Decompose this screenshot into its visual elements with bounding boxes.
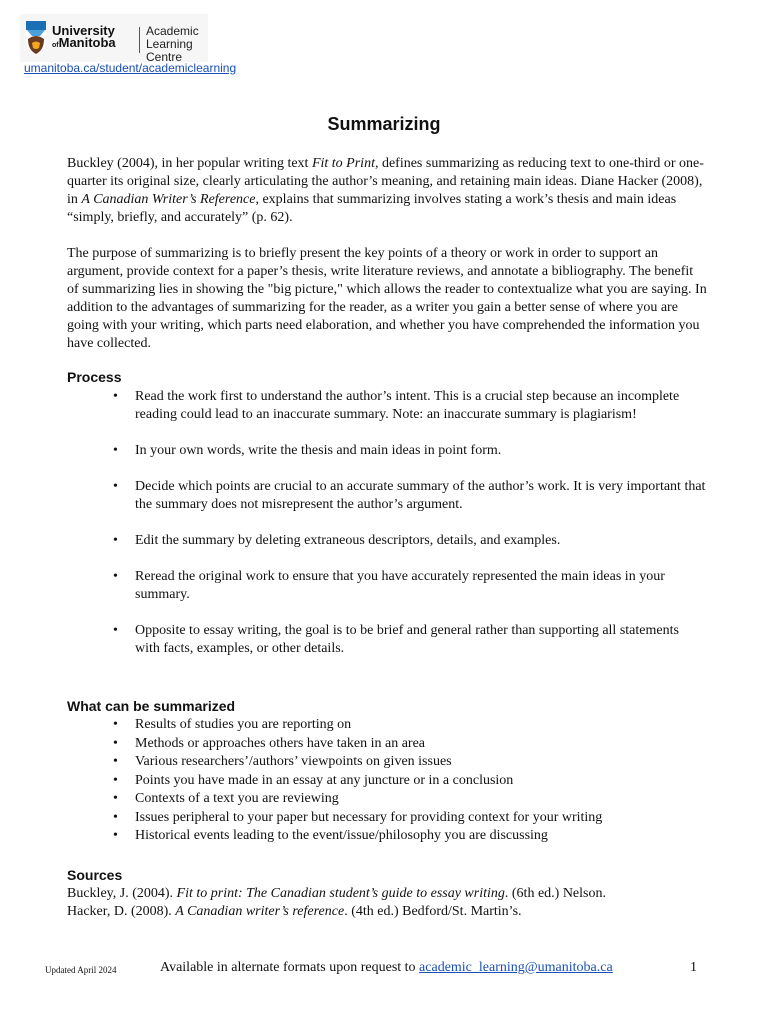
list-item: [67, 809, 707, 827]
bullet-icon: •: [113, 809, 118, 825]
list-item-text: Issues peripheral to your paper but necessary for providing context for your writing: [135, 809, 603, 825]
what-can-be-summarized-heading: What can be summarized: [67, 698, 236, 714]
intro-p1-text-a: Buckley (2004), in her popular writing text: [67, 156, 312, 171]
university-logo: [20, 14, 208, 62]
list-item: [67, 532, 707, 550]
list-item: [67, 827, 707, 845]
source-2-author: Hacker, D. (2008).: [67, 904, 176, 919]
list-item-text: Decide which points are crucial to an accurate summary of the author’s work. It is very important that the summary does not misrepresent the author’s argument.: [135, 479, 706, 512]
list-item-text: Read the work first to understand the author’s intent. This is a crucial step because an incomplete reading could lead to an inaccurate summary. Note: an inaccurate summary is plagiarism!: [135, 389, 680, 422]
list-item-text: Historical events leading to the event/issue/philosophy you are discussing: [135, 828, 548, 843]
bullet-icon: •: [113, 389, 118, 404]
footer: [0, 958, 768, 982]
updated-date: Updated April 2024: [45, 965, 117, 975]
source-1-author: Buckley, J. (2004).: [67, 886, 177, 901]
what-list: [67, 716, 707, 846]
list-item-text: Results of studies you are reporting on: [135, 717, 352, 732]
university-name: [52, 25, 116, 52]
source-2-title: A Canadian writer’s reference: [175, 904, 345, 919]
bullet-icon: •: [113, 754, 118, 769]
alternate-formats-text: Available in alternate formats upon request to: [160, 960, 420, 975]
page-number: 1: [690, 960, 697, 975]
bullet-icon: •: [113, 772, 118, 788]
intro-p1-title-canadian-ref: A Canadian Writer’s Reference: [81, 192, 256, 207]
list-item-text: Edit the summary by deleting extraneous descriptors, details, and examples.: [135, 533, 561, 548]
list-item-text: Contexts of a text you are reviewing: [135, 791, 339, 806]
email-link[interactable]: academic_learning@umanitoba.ca: [419, 960, 613, 975]
dept-line-2: Learning Centre: [146, 37, 193, 64]
source-2-publisher: . (4th ed.) Bedford/St. Martin’s.: [344, 904, 522, 919]
website-link[interactable]: umanitoba.ca/student/academiclearning: [24, 61, 237, 75]
list-item-text: Points you have made in an essay at any juncture or in a conclusion: [135, 772, 514, 788]
logo-of: of: [52, 42, 59, 49]
list-item-text: Reread the original work to ensure that you have accurately represented the main ideas in your summary.: [135, 569, 665, 602]
intro-p1-text-b: , defines summarizing as reducing text to one-third or one-quarter its original size, clearly articulating the author’s meaning, and retaining main ideas. Diane Hacker (2008), in: [67, 156, 704, 207]
alternate-formats-note: [160, 960, 613, 976]
dept-line-1: Academic: [146, 24, 199, 38]
list-item: [67, 568, 707, 604]
list-item: [67, 753, 707, 771]
logo-divider: [139, 27, 140, 53]
source-1-title: Fit to print: The Canadian student’s guide to essay writing: [176, 886, 505, 901]
sources-heading: Sources: [67, 867, 123, 883]
list-item-text: Various researchers’/authors’ viewpoints on given issues: [135, 754, 452, 769]
list-item: [67, 735, 707, 753]
list-item: [67, 478, 707, 514]
bullet-icon: •: [113, 735, 118, 751]
list-item: [67, 388, 707, 424]
list-item: [67, 442, 707, 460]
list-item-text: Methods or approaches others have taken in an area: [135, 735, 425, 751]
list-item: [67, 716, 707, 734]
page-title: Summarizing: [327, 114, 441, 134]
um-shield-icon: [24, 19, 48, 57]
bullet-icon: •: [113, 828, 118, 843]
logo-line-manitoba: Manitoba: [58, 35, 116, 50]
bullet-icon: •: [113, 717, 118, 732]
list-item-text: In your own words, write the thesis and main ideas in point form.: [135, 443, 502, 458]
process-heading: Process: [67, 369, 122, 385]
bullet-icon: •: [113, 443, 118, 458]
intro-paragraph-1: [67, 155, 707, 227]
intro-p1-title-fit-to-print: Fit to Print: [311, 156, 375, 171]
bullet-icon: •: [113, 533, 118, 548]
sources-list: [67, 885, 707, 921]
list-item: [67, 772, 707, 790]
list-item: [67, 622, 707, 658]
list-item: [67, 790, 707, 808]
department-name: [146, 25, 208, 64]
logo-line-university: University: [52, 23, 115, 38]
bullet-icon: •: [113, 791, 118, 806]
bullet-icon: •: [113, 569, 118, 584]
bullet-icon: •: [113, 479, 118, 494]
source-entry-buckley: [67, 885, 707, 903]
list-item-text: Opposite to essay writing, the goal is to be brief and general rather than supporting all statements with facts, examples, or other details.: [135, 623, 679, 656]
intro-p1-text-c: , explains that summarizing involves stating a work’s thesis and main ideas “simply, briefly, and accurately” (p. 62).: [67, 192, 677, 225]
bullet-icon: •: [113, 623, 118, 638]
source-entry-hacker: [67, 903, 707, 921]
intro-paragraph-2: The purpose of summarizing is to briefly present the key points of a theory or work in order to support an argument, provide context for a paper’s thesis, write literature reviews, and annotate a bibliography. The benefit of summarizing lies in showing the "big picture," which allows the reader to contextualize what you are saying. In addition to the advantages of summarizing for the reader, as a writer you gain a better sense of where you are going with your writing, which parts need elaboration, and whether you have comprehended the information you have collected.: [67, 246, 707, 351]
process-list: [67, 388, 707, 676]
source-1-publisher: . (6th ed.) Nelson.: [504, 886, 606, 901]
